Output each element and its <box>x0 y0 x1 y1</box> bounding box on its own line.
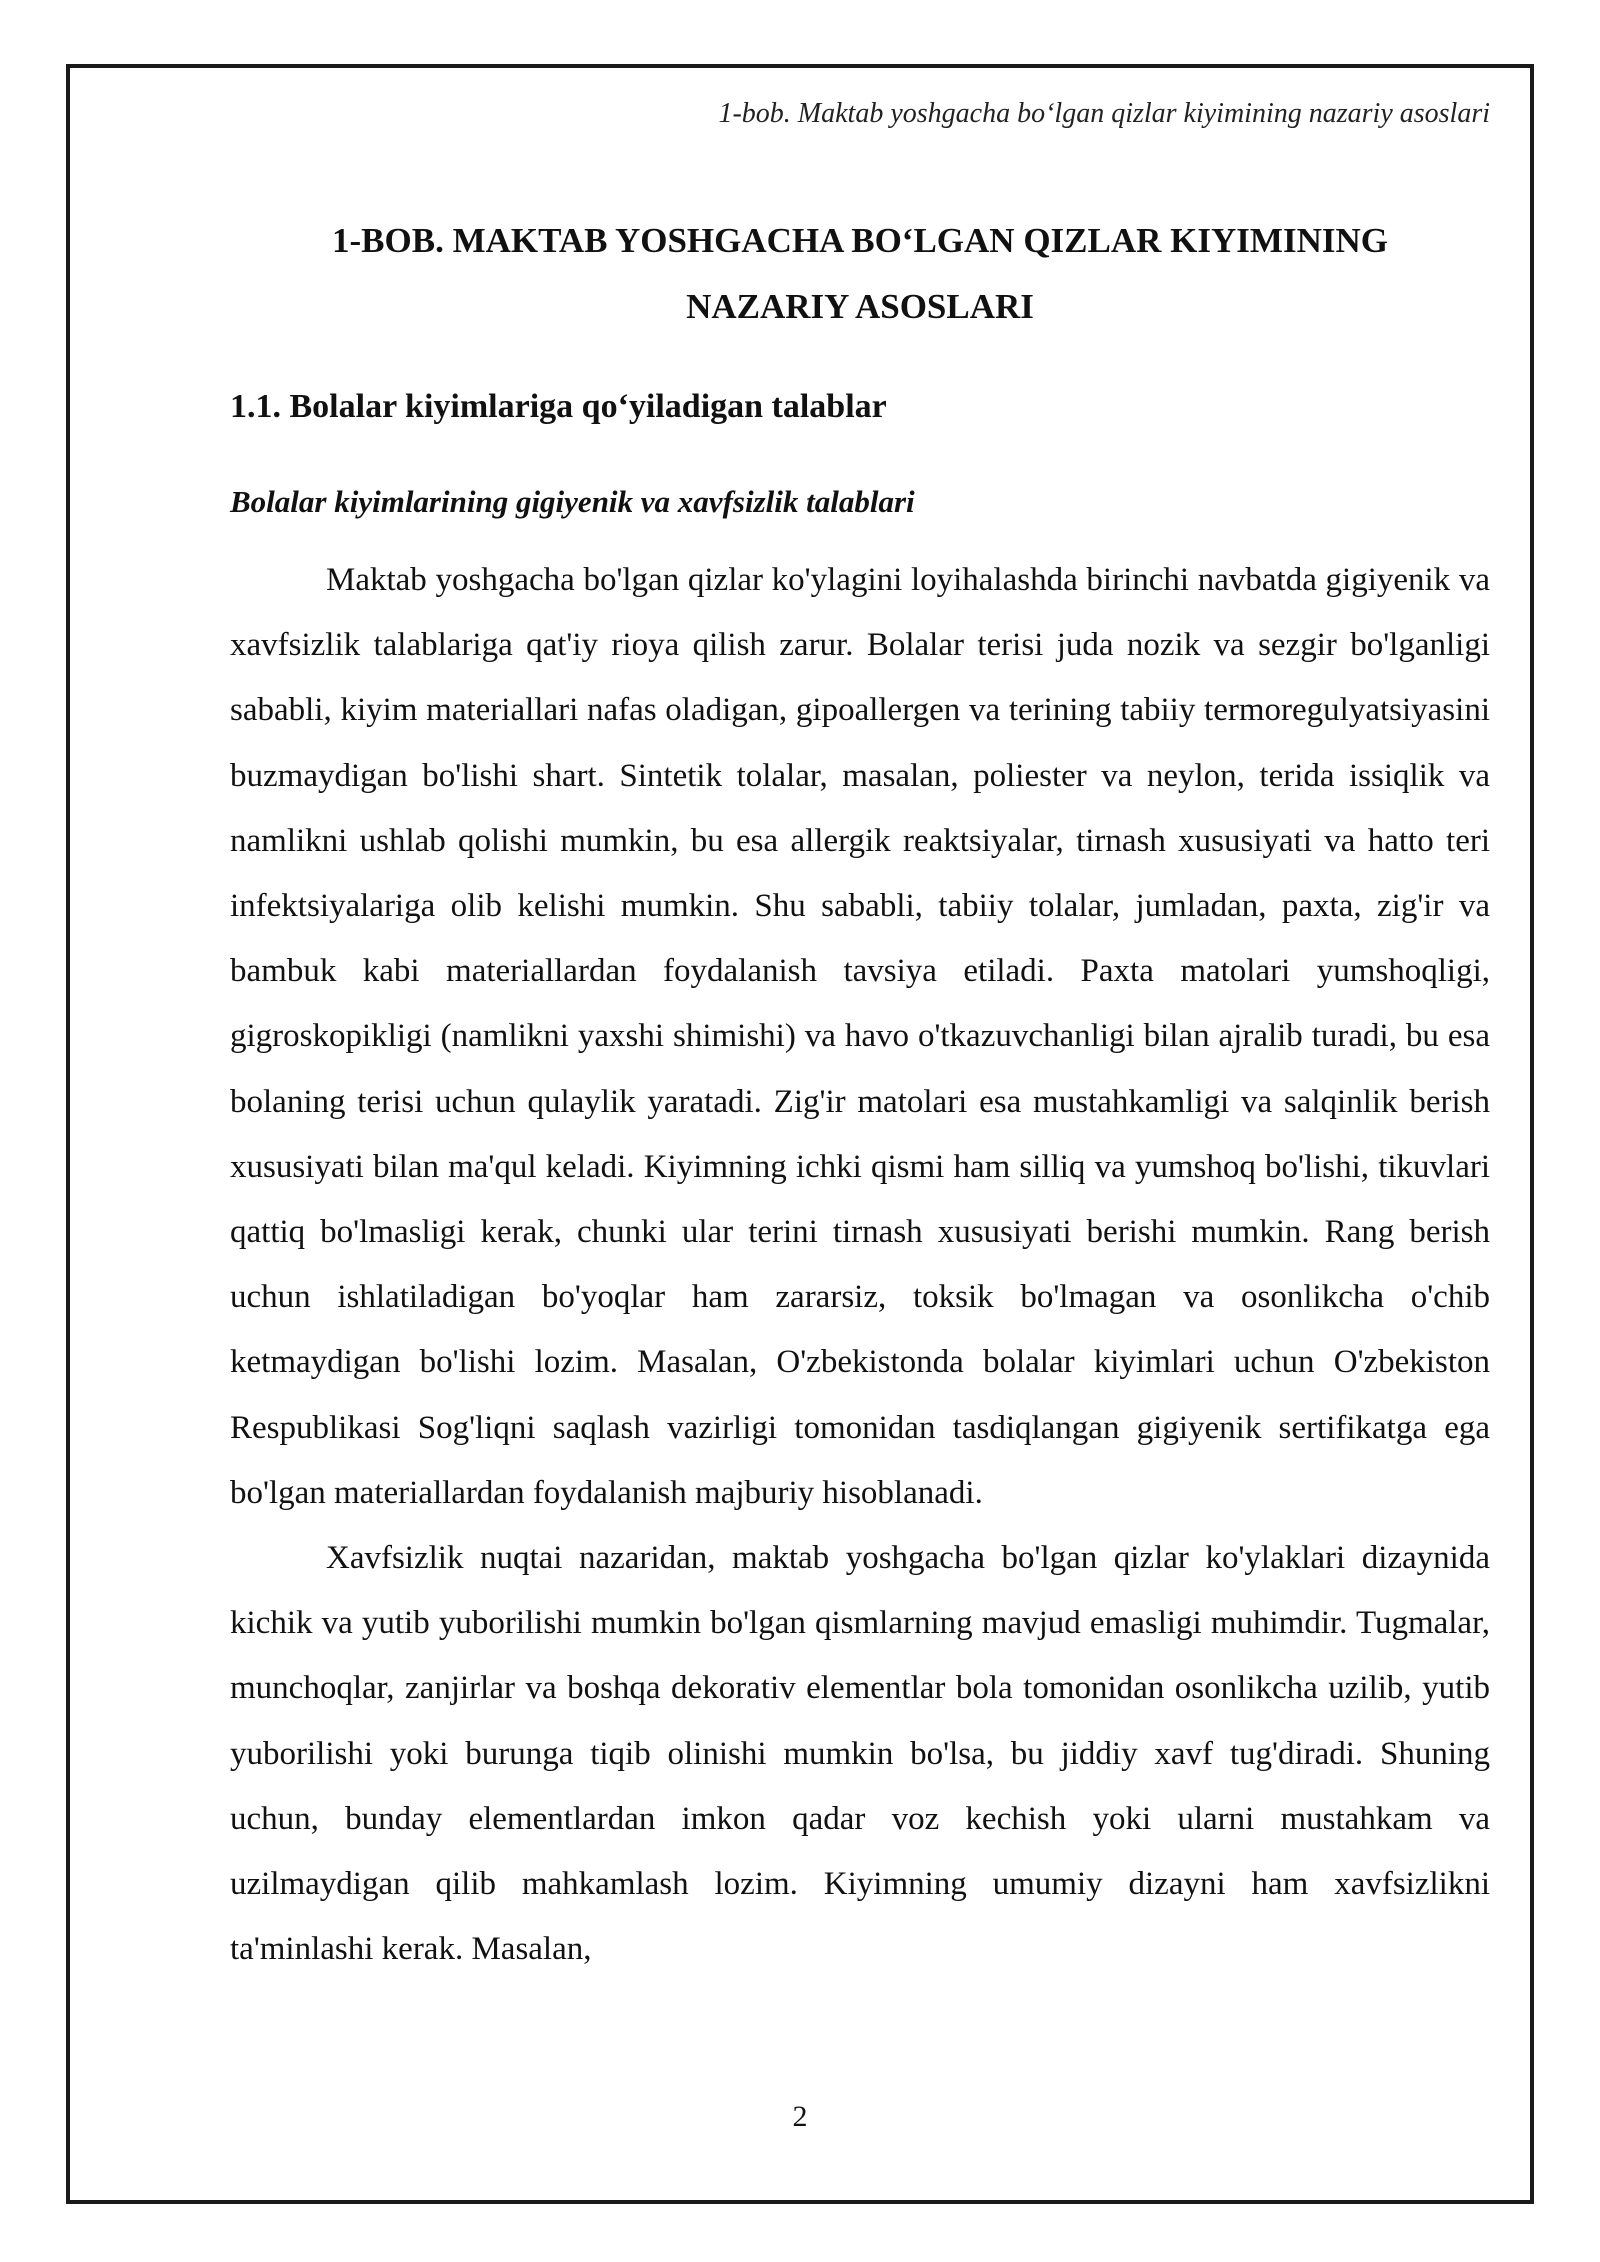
paragraph: Maktab yoshgacha bo'lgan qizlar ko'ylagini loyihalashda birinchi navbatda gigiyenik va xavfsizlik talablariga qat'iy rioya qilish zarur. Bolalar terisi juda nozik va sezgir bo'lganligi sababli, kiyim materiallari nafas oladigan, gipoallergen va terining tabiiy termoregulyatsiyasini buzmaydigan bo'lishi shart. Sintetik tolalar, masalan, poliester va neylon, terida issiqlik va namlikni ushlab qolishi mumkin, bu esa allergik reaktsiyalar, tirnash xususiyati va hatto teri infektsiyalariga olib kelishi mumkin. Shu sababli, tabiiy tolalar, jumladan, paxta, zig'ir va bambuk kabi materiallardan foydalanish tavsiya etiladi. Paxta matolari yumshoqligi, gigroskopikligi (namlikni yaxshi shimishi) va havo o'tkazuvchanligi bilan ajralib turadi, bu esa bolaning terisi uchun qulaylik yaratadi. Zig'ir matolari esa mustahkamligi va salqinlik berish xususiyati bilan ma'qul keladi. Kiyimning ichki qismi ham silliq va yumshoq bo'lishi, tikuvlari qattiq bo'lmasligi kerak, chunki ular terini tirnash xususiyati berishi mumkin. Rang berish uchun ishlatiladigan bo'yoqlar ham zararsiz, toksik bo'lmagan va osonlikcha o'chib ketmaydigan bo'lishi lozim. Masalan, O'zbekistonda bolalar kiyimlari uchun O'zbekiston Respublikasi Sog'liqni saqlash vazirligi tomonidan tasdiqlangan gigiyenik sertifikatga ega bo'lgan materiallardan foydalanish majburiy hisoblanadi. <box>230 562 1490 1511</box>
chapter-title-line-1: 1-BOB. MAKTAB YOSHGACHA BO‘LGAN QIZLAR KIYIMINING <box>332 221 1388 260</box>
section-title: 1.1. Bolalar kiyimlariga qo‘yiladigan talablar <box>230 388 887 425</box>
paragraph: Xavfsizlik nuqtai nazaridan, maktab yoshgacha bo'lgan qizlar ko'ylaklari dizaynida kichik va yutib yuborilishi mumkin bo'lgan qismlarning mavjud emasligi muhimdir. Tugmalar, munchoqlar, zanjirlar va boshqa dekorativ elementlar bola tomonidan osonlikcha uzilib, yutib yuborilishi yoki burunga tiqib olinishi mumkin bo'lsa, bu jiddiy xavf tug'diradi. Shuning uchun, bunday elementlardan imkon qadar voz kechish yoki ularni mustahkam va uzilmaydigan qilib mahkamlash lozim. Kiyimning umumiy dizayni ham xavfsizlikni ta'minlashi kerak. Masalan, <box>230 1540 1490 1968</box>
chapter-title <box>230 208 1490 340</box>
running-header: 1-bob. Maktab yoshgacha bo‘lgan qizlar kiyimining nazariy asoslari <box>718 98 1490 129</box>
body-text <box>230 548 1490 1982</box>
subsection-title: Bolalar kiyimlarining gigiyenik va xavfsizlik talablari <box>230 484 915 519</box>
page-number: 2 <box>792 2100 808 2133</box>
chapter-title-line-2: NAZARIY ASOSLARI <box>686 287 1034 326</box>
